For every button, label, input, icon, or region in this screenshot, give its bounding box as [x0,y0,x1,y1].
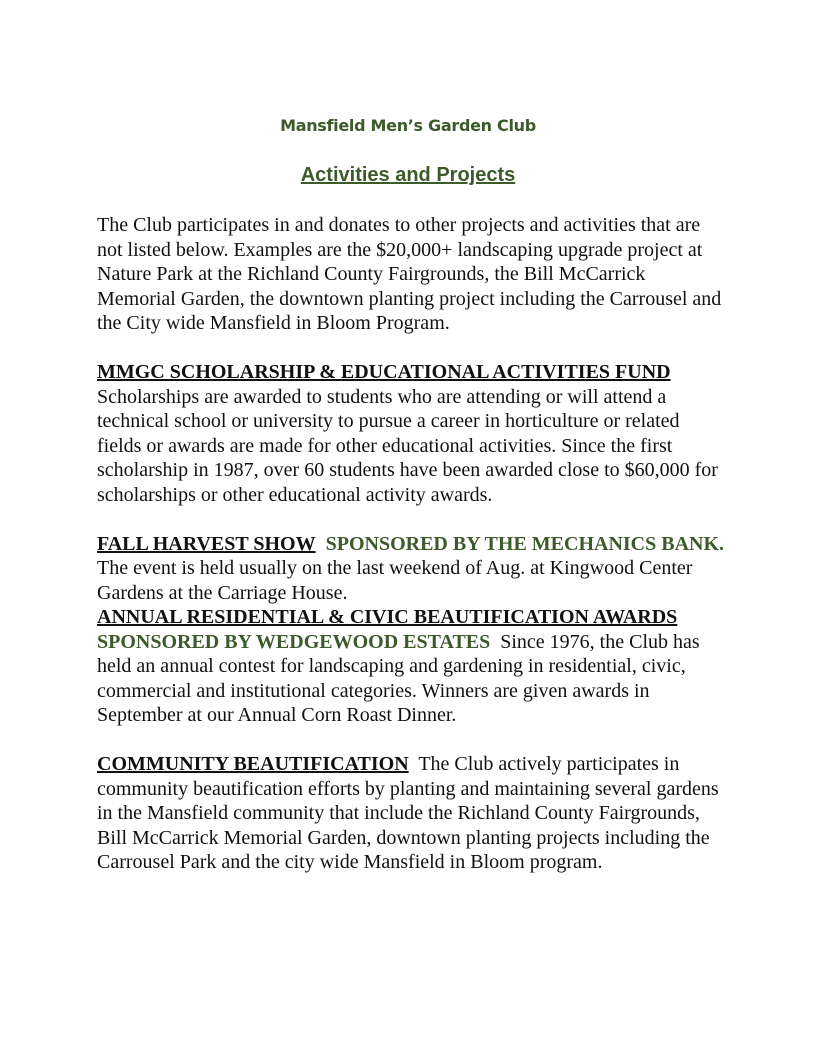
beautification-awards-heading: ANNUAL RESIDENTIAL & CIVIC BEAUTIFICATION AWARDS [97,606,678,628]
harvest-show-text: The event is held usually on the last weekend of Aug. at Kingwood Center Gardens at the Carriage House. [97,557,693,604]
harvest-show-sponsor: SPONSORED BY THE MECHANICS BANK. [325,532,725,555]
document-body [97,213,727,875]
community-section [97,752,727,875]
beautification-awards-text: Since 1976, the Club has held an annual contest for landscaping and gardening in residential, civic, commercial and institutional categories. Winners are given awards in September at our Annual Corn Roast Dinner. [97,630,700,726]
club-title: Mansfield Men’s Garden Club [280,116,536,135]
harvest-show-heading: FALL HARVEST SHOW [97,532,316,555]
community-text: The Club actively participates in community beautification efforts by planting and maintaining several gardens in the Mansfield community that include the Richland County Fairgrounds, Bill McCarrick Memorial Garden, downtown planting projects including the Carrousel Park and the city wide Mansfield in Bloom program. [97,753,719,873]
scholarship-heading: MMGC SCHOLARSHIP & EDUCATIONAL ACTIVITIES FUND [97,361,671,383]
page-heading-text: Activities and Projects [300,164,516,186]
beautification-awards-section [97,605,727,728]
spacer [97,336,727,361]
beautification-awards-sponsor: SPONSORED BY WEDGEWOOD ESTATES [97,630,491,653]
intro-paragraph: The Club participates in and donates to other projects and activities that are not listed below. Examples are the $20,000+ landscaping upgrade project at Nature Park at the Richland County Fairgrounds, the Bill McCarrick Memorial Garden, the downtown planting project including the Carrousel and the City wide Mansfield in Bloom Program. [97,214,722,334]
spacer [97,507,727,532]
harvest-show-section [97,532,727,606]
page-heading [0,164,816,187]
community-heading: COMMUNITY BEAUTIFICATION [97,753,409,775]
scholarship-text: Scholarships are awarded to students who are attending or will attend a technical school or university to pursue a career in horticulture or related fields or awards are made for other educational activities. Since the first scholarship in 1987, over 60 students have been awarded close to $60,000 for scholarships or other educational activity awards. [97,385,718,506]
spacer [97,728,727,753]
scholarship-section [97,360,727,507]
